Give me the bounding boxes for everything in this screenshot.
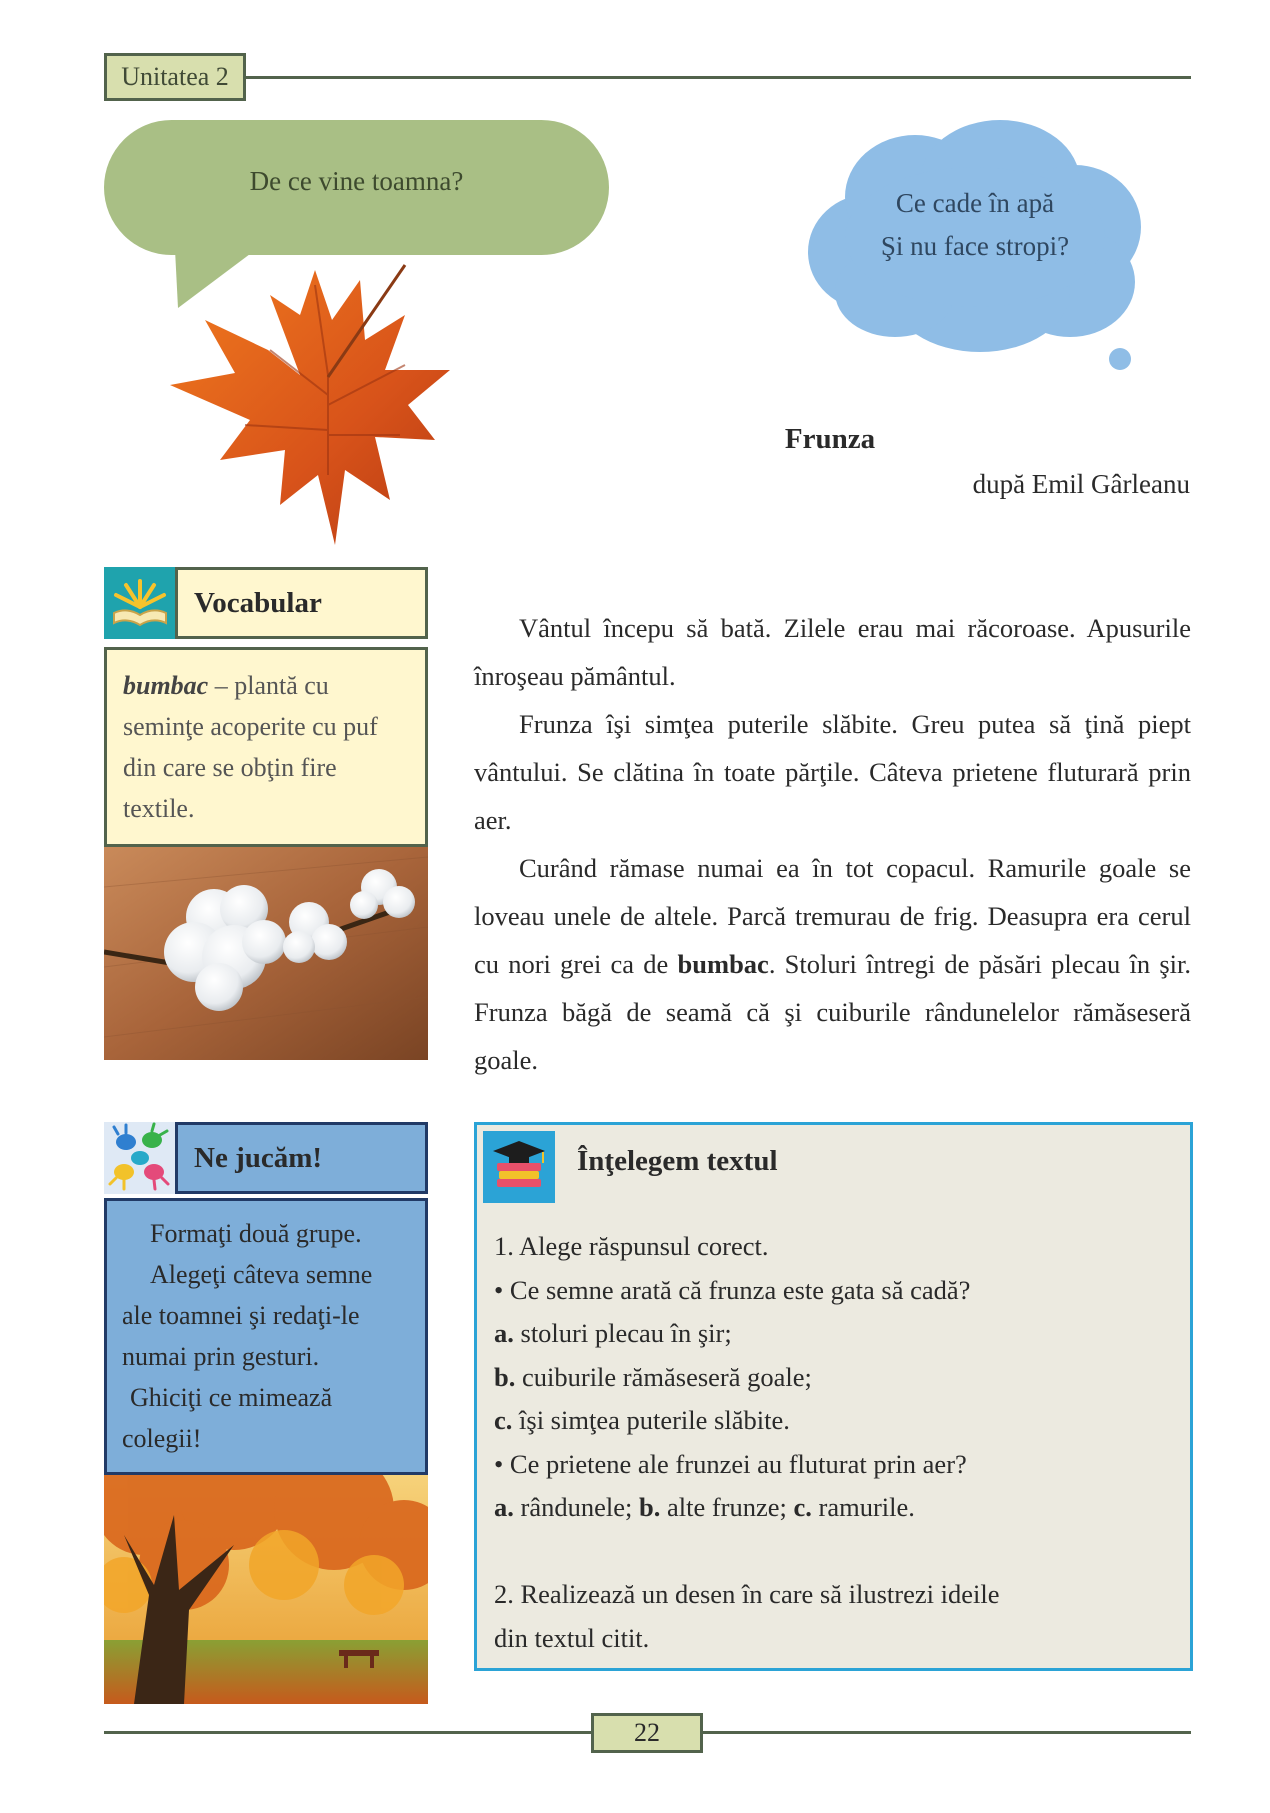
game-line-4: numai prin gesturi. [122, 1342, 320, 1371]
game-line-5: Ghiciţi ce mimează [130, 1383, 333, 1412]
game-heading: Ne jucăm! [175, 1122, 428, 1194]
comprehension-panel [474, 1122, 1193, 1671]
vocabulary-heading: Vocabular [175, 567, 428, 639]
comprehension-questions [494, 1225, 1174, 1660]
game-line-1: Formaţi două grupe. [150, 1219, 362, 1248]
question-1a-option-a: a. stoluri plecau în şir; [494, 1318, 732, 1348]
question-2-line-1: 2. Realizează un desen în care să ilustrezi ideile [494, 1579, 1000, 1609]
story-title: Frunza [784, 423, 876, 455]
game-instructions [104, 1198, 428, 1475]
story-paragraph-1: Vântul începu să bată. Zilele erau mai răcoroase. Apusurile înroşeau pământul. [474, 613, 1191, 691]
highlighted-word: bumbac [677, 949, 769, 979]
footer-rule-left [104, 1731, 591, 1734]
game-line-2: Alegeţi câteva semne [150, 1260, 373, 1289]
page-number: 22 [591, 1713, 703, 1753]
speech-bubble [104, 120, 609, 255]
question-1a-option-c: c. îşi simţea puterile slăbite. [494, 1405, 790, 1435]
vocabulary-definition [104, 647, 428, 847]
question-1a-option-b: b. cuiburile rămăseseră goale; [494, 1361, 812, 1392]
speech-bubble-text: De ce vine toamna? [249, 166, 464, 196]
cloud-riddle-line2: Şi nu face stropi? [880, 231, 1070, 261]
game-line-3: ale toamnei şi redaţi-le [122, 1301, 360, 1330]
autumn-park-photo [104, 1475, 428, 1704]
thought-cloud [800, 112, 1150, 372]
colorful-hands-icon [104, 1122, 176, 1194]
story-paragraph-2: Frunza îşi simţea puterile slăbite. Greu putea să ţină piept vântului. Se clătina în toate părţile. Câteva prietene fluturară prin aer. [474, 709, 1191, 835]
footer-rule-right [703, 1731, 1191, 1734]
header-rule [246, 76, 1191, 79]
maple-leaf-image [150, 255, 480, 555]
question-2-line-2: din textul citit. [494, 1622, 650, 1653]
vocabulary-definition-text: – plantă cu seminţe acoperite cu puf din care se obţin fire textile. [123, 671, 378, 823]
question-1-title: 1. Alege răspunsul corect. [494, 1231, 769, 1261]
question-1b-options: a. rândunele; b. alte frunze; c. ramurile. [494, 1492, 915, 1522]
comprehension-heading: Înţelegem textul [577, 1145, 778, 1177]
question-1b-prompt: • Ce prietene ale frunzei au fluturat prin aer? [494, 1448, 967, 1479]
cloud-riddle-line1: Ce cade în apă [895, 188, 1055, 218]
vocabulary-term: bumbac [123, 671, 209, 700]
cotton-photo [104, 847, 428, 1060]
unit-label: Unitatea 2 [104, 53, 246, 101]
graduation-cap-books-icon [483, 1131, 555, 1203]
book-icon [104, 567, 176, 639]
question-1a-prompt: • Ce semne arată că frunza este gata să cadă? [494, 1274, 971, 1305]
game-line-6: colegii! [122, 1424, 202, 1453]
story-text [474, 604, 1191, 1084]
story-author: după Emil Gârleanu [972, 469, 1190, 499]
story-paragraph-3: Curând rămase numai ea în tot copacul. Ramurile goale se loveau unele de altele. Parcă tremurau de frig. Deasupra era cerul cu nori grei ca de bumbac. Stoluri întregi de păsări plecau în şir. Frunza băgă de seamă că şi cuiburile rândunelelor rămăseseră goale. [474, 853, 1191, 1075]
